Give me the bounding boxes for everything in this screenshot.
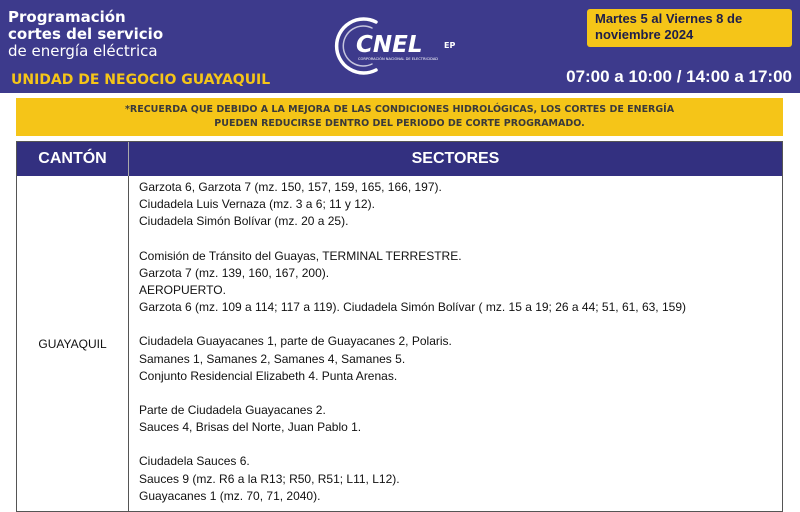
title-line-1: Programación <box>8 8 126 26</box>
title-line-2: cortes del servicio <box>8 25 164 43</box>
sector-group <box>139 333 782 385</box>
svg-text:CORPORACIÓN NACIONAL DE ELECTR: CORPORACIÓN NACIONAL DE ELECTRICIDAD <box>358 57 439 61</box>
sector-group <box>139 179 782 231</box>
sector-line: AEROPUERTO. <box>139 283 226 298</box>
sector-line: Comisión de Tránsito del Guayas, TERMINAL TERRESTRE. <box>139 248 462 263</box>
header-canton: CANTÓN <box>17 142 129 176</box>
sector-line: Ciudadela Simón Bolívar (mz. 20 a 25). <box>139 214 349 229</box>
sector-line: Garzota 7 (mz. 139, 160, 167, 200). <box>139 265 330 280</box>
sector-line: Garzota 6 (mz. 109 a 114; 117 a 119). Ciudadela Simón Bolívar ( mz. 15 a 19; 26 a 44; 51, 61, 63, 159) <box>139 300 686 315</box>
sector-line: Sauces 4, Brisas del Norte, Juan Pablo 1. <box>139 420 362 435</box>
table-row <box>17 176 782 512</box>
notice-text: *RECUERDA QUE DEBIDO A LA MEJORA DE LAS CONDICIONES HIDROLÓGICAS, LOS CORTES DE ENERGÍA PUEDEN REDUCIRSE DENTRO DEL PERIODO DE CORTE PROGRAMADO. <box>124 104 675 129</box>
sector-group <box>139 453 782 505</box>
canton-cell: GUAYAQUIL <box>17 176 129 512</box>
header-sectores: SECTORES <box>411 150 500 167</box>
sector-line: Parte de Ciudadela Guayacanes 2. <box>139 403 326 418</box>
sector-group <box>139 402 782 436</box>
sector-line: Conjunto Residencial Elizabeth 4. Punta Arenas. <box>139 368 398 383</box>
cnel-logo-graphic <box>332 14 482 78</box>
sector-line: Samanes 1, Samanes 2, Samanes 4, Samanes 5. <box>139 351 406 366</box>
business-unit: UNIDAD DE NEGOCIO GUAYAQUIL <box>11 72 271 88</box>
date-range: Martes 5 al Viernes 8 de noviembre 2024 <box>595 11 743 42</box>
sector-line: Ciudadela Luis Vernaza (mz. 3 a 6; 11 y 12). <box>139 197 375 212</box>
schedule-table <box>16 141 783 512</box>
header-banner <box>0 0 800 93</box>
svg-text:EP: EP <box>444 41 456 50</box>
cnel-logo <box>332 14 482 78</box>
sector-line: Ciudadela Sauces 6. <box>139 454 250 469</box>
sector-line: Guayacanes 1 (mz. 70, 71, 2040). <box>139 488 321 503</box>
sector-line: Garzota 6, Garzota 7 (mz. 150, 157, 159, 165, 166, 197). <box>139 180 442 194</box>
sector-group <box>139 248 782 317</box>
svg-text:CNEL: CNEL <box>356 32 423 58</box>
title-line-3: de energía eléctrica <box>8 42 158 60</box>
notice-banner <box>16 98 783 136</box>
sector-line: Ciudadela Guayacanes 1, parte de Guayacanes 2, Polaris. <box>139 334 452 349</box>
sectores-cell <box>129 176 782 512</box>
date-range-box <box>587 9 792 47</box>
sector-line: Sauces 9 (mz. R6 a la R13; R50, R51; L11, L12). <box>139 471 400 486</box>
table-header <box>17 142 782 176</box>
program-title <box>8 9 163 60</box>
outage-hours: 07:00 a 10:00 / 14:00 a 17:00 <box>566 67 792 86</box>
